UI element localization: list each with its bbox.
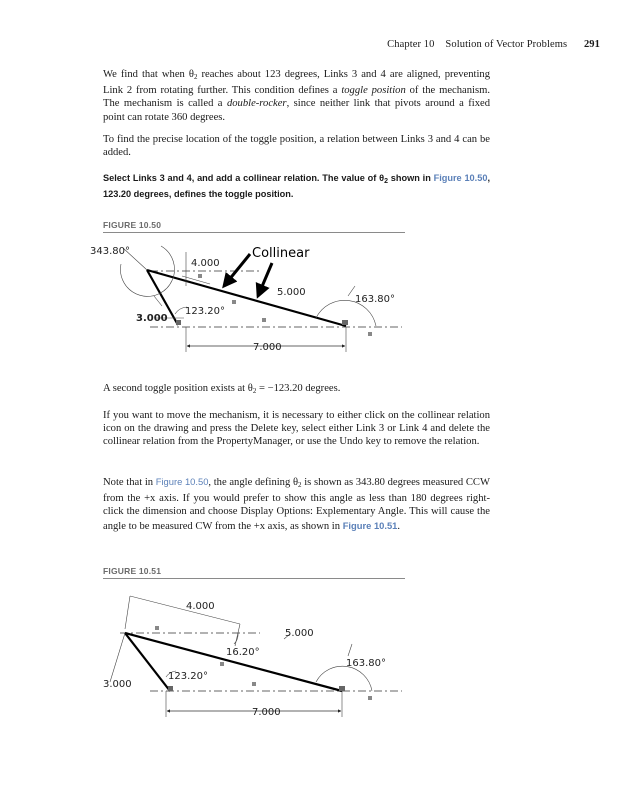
leader-link4 [348, 644, 352, 656]
paragraph-move-mechanism: If you want to move the mechanism, it is necessary to either click on the collinear relation icon on the drawing and press the Delete key, select either Link 3 or Link 4 and delete the collinear relation from the PropertyManager, or use the Undo key to remove the relation. [103, 410, 490, 448]
dim-ground-length[interactable]: 7.000 [252, 707, 281, 718]
paragraph-second-toggle [103, 382, 490, 398]
p5-text-d: . [397, 520, 401, 532]
dim-ground-length[interactable]: 7.000 [253, 342, 282, 353]
dim-angle-right[interactable]: 163.80° [355, 294, 395, 305]
relation-icon[interactable] [368, 332, 372, 336]
relation-icon[interactable] [262, 318, 266, 322]
p5-subscript: 2 [298, 481, 302, 489]
dim-link2-line [110, 633, 125, 682]
dim-angle-left[interactable]: 343.80° [90, 246, 130, 257]
figure-10-50-drawing [90, 236, 420, 356]
p3-text-b: = −123.20 degrees. [256, 383, 341, 394]
p1-text-c: of the mechanism. The mechanism is called a [103, 85, 490, 110]
instr-text-b: shown in [387, 173, 434, 183]
leader-link4 [348, 286, 355, 296]
link-3-4-collinear [125, 633, 342, 691]
chapter-label: Chapter 10 [387, 39, 435, 50]
dim-theta2[interactable]: 123.20° [168, 671, 208, 682]
collinear-relation-icon[interactable] [232, 300, 236, 304]
p3-text-a: A second toggle position exists at θ [103, 383, 253, 394]
link-2 [125, 633, 170, 691]
p1-subscript: 2 [193, 73, 198, 81]
dim-link4-length[interactable]: 5.000 [277, 287, 306, 298]
fixed-pivot-icon[interactable] [339, 686, 345, 691]
ext-line-b [235, 624, 240, 646]
dim-theta2[interactable]: 123.20° [185, 306, 225, 317]
dim-link2-length[interactable]: 3.000 [103, 679, 132, 690]
instr-figure-ref: Figure 10.50 [433, 173, 488, 183]
relation-icon[interactable] [252, 682, 256, 686]
dim-link3-length[interactable]: 4.000 [191, 258, 220, 269]
p5-text-b: , the angle defining θ [208, 477, 299, 488]
fixed-pivot-icon[interactable] [168, 686, 173, 691]
p5-figure-ref-1: Figure 10.50 [155, 476, 209, 487]
instr-subscript: 2 [384, 178, 388, 185]
leader-link2 [154, 296, 162, 306]
paragraph-explementary-angle [103, 475, 490, 533]
page-number: 291 [583, 39, 600, 50]
figure-10-50-label: FIGURE 10.50 [103, 220, 405, 233]
fixed-pivot-icon[interactable] [342, 320, 348, 325]
figure-10-51-drawing [90, 584, 420, 724]
paragraph-toggle-intro [103, 68, 490, 124]
figure-10-51-label: FIGURE 10.51 [103, 566, 405, 579]
p1-emphasis-toggle: toggle position [341, 85, 406, 97]
p1-text-b: reaches about 123 degrees, Links 3 and 4 are aligned, preventing Link 2 from rotating further. This condition defines a [103, 69, 490, 97]
dim-link3-length[interactable]: 4.000 [186, 601, 215, 612]
callout-arrow-right [258, 263, 272, 296]
running-header [387, 39, 600, 50]
collinear-callout: Collinear [252, 246, 310, 261]
relation-icon[interactable] [368, 696, 372, 700]
instruction-collinear [103, 172, 490, 201]
dim-link4-length[interactable]: 5.000 [285, 628, 314, 639]
paragraph-find-toggle: To find the precise location of the toggle position, a relation between Links 3 and 4 can be added. [103, 134, 490, 159]
p1-text-d: , since neither link that pivots around a fixed point can rotate 360 degrees. [103, 98, 490, 123]
chapter-title: Solution of Vector Problems [445, 39, 568, 50]
dim-link3-line [130, 596, 240, 624]
instr-text-a: Select Links 3 and 4, and add a collinear relation. The value of θ [103, 173, 385, 183]
collinear-relation-icon[interactable] [220, 662, 224, 666]
p3-subscript: 2 [252, 387, 257, 395]
p5-text-a: Note that in [103, 477, 156, 488]
p5-figure-ref-2: Figure 10.51 [342, 519, 398, 531]
ext-line-a [125, 596, 130, 629]
instr-text-c: , 123.20 degrees, defines the toggle position. [103, 173, 491, 200]
dim-angle-small[interactable]: 16.20° [226, 647, 260, 658]
relation-icon[interactable] [198, 274, 202, 278]
dim-angle-right[interactable]: 163.80° [346, 658, 386, 669]
p1-text-a: We find that when θ [103, 69, 194, 80]
p5-text-c: is shown as 343.80 degrees measured CCW from the +x axis. If you would prefer to show this angle as less than 180 degrees right-click the dimension and choose Display Options: Explementary Angle. This will cause the angle to be measured CW from the +x axis, as shown in [103, 477, 490, 532]
p1-emphasis-double-rocker: double-rocker [226, 98, 287, 110]
relation-icon[interactable] [155, 626, 159, 630]
callout-arrow-left [224, 254, 250, 286]
fixed-pivot-icon[interactable] [176, 320, 181, 325]
dim-link2-length[interactable]: 3.000 [136, 313, 168, 324]
